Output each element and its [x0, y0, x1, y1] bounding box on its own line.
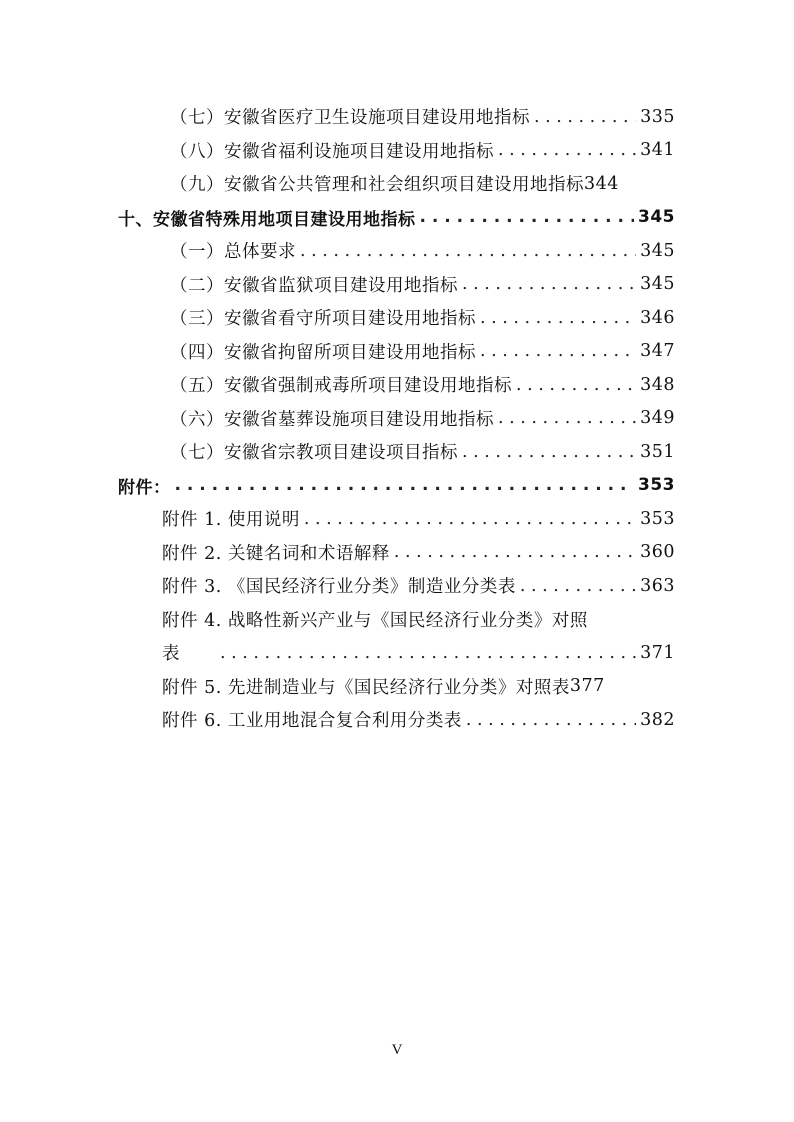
toc-entry-page: 360 — [640, 542, 675, 563]
dot-leader — [304, 509, 636, 529]
toc-entry-page: 345 — [640, 240, 675, 261]
toc-entry-label: 附件： — [118, 477, 171, 498]
toc-entry-label-continued: 表 — [162, 644, 180, 665]
dot-leader — [480, 341, 636, 361]
dot-leader — [516, 375, 636, 395]
toc-entry-page: 345 — [640, 274, 675, 295]
toc-entry-page: 345 — [638, 207, 675, 228]
dot-leader — [498, 140, 636, 160]
dot-leader — [534, 107, 636, 127]
toc-attachment-entry-wrapped[interactable] — [118, 603, 675, 637]
toc-entry-page: 371 — [640, 642, 675, 663]
dot-leader — [394, 542, 636, 562]
toc-entry-label: （七）安徽省宗教项目建设项目指标 — [170, 443, 458, 464]
toc-entry-label: 附件 6. 工业用地混合复合利用分类表 — [162, 711, 462, 732]
toc-entry-page: 349 — [640, 408, 675, 429]
toc-entry[interactable] — [118, 402, 675, 436]
toc-entry-page: 344 — [584, 173, 619, 194]
toc-entry-label: （五）安徽省强制戒毒所项目建设用地指标 — [170, 376, 512, 397]
toc-entry[interactable] — [118, 268, 675, 302]
dot-leader — [462, 274, 636, 294]
toc-entry-label: （四）安徽省拘留所项目建设用地指标 — [170, 342, 476, 363]
dot-leader — [420, 207, 635, 227]
toc-entry-page: 351 — [640, 441, 675, 462]
toc-entry-label: 附件 4. 战略性新兴产业与《国民经济行业分类》对照 — [162, 610, 588, 631]
toc-entry-label: （六）安徽省墓葬设施项目建设用地指标 — [170, 409, 494, 430]
page-number: V — [391, 1042, 403, 1058]
toc-attachment-entry[interactable] — [118, 670, 675, 704]
toc-entry-page: 377 — [569, 676, 605, 697]
dot-leader — [462, 442, 636, 462]
dot-leader — [466, 710, 636, 730]
toc-attachment-entry[interactable] — [118, 703, 675, 737]
toc-entry-page: 363 — [640, 575, 675, 596]
dot-leader — [498, 408, 636, 428]
toc-entry[interactable] — [118, 234, 675, 268]
toc-entry-label: （三）安徽省看守所项目建设用地指标 — [170, 309, 476, 330]
toc-entry-page: 346 — [640, 307, 675, 328]
toc-entry-label: 十、安徽省特殊用地项目建设用地指标 — [118, 209, 416, 230]
toc-entry-label: （一）总体要求 — [170, 242, 296, 263]
toc-entry[interactable] — [118, 100, 675, 134]
toc-entry-label: 附件 2. 关键名词和术语解释 — [162, 543, 390, 564]
toc-entry-page: 353 — [640, 508, 675, 529]
dot-leader — [220, 643, 636, 663]
dot-leader — [520, 576, 636, 596]
toc-entry-label: 附件 3. 《国民经济行业分类》制造业分类表 — [162, 577, 516, 598]
dot-leader — [300, 241, 636, 261]
toc-entry-page: 353 — [638, 475, 675, 496]
toc-entry[interactable] — [118, 335, 675, 369]
toc-entry-page: 347 — [640, 341, 675, 362]
toc-entry-page: 341 — [640, 140, 675, 161]
toc-entry-page: 348 — [640, 374, 675, 395]
toc-entry[interactable] — [118, 435, 675, 469]
toc-entry-label: （九）安徽省公共管理和社会组织项目建设用地指标 — [170, 175, 584, 196]
toc-entry[interactable] — [118, 167, 675, 201]
toc-entry-label: （八）安徽省福利设施项目建设用地指标 — [170, 141, 494, 162]
toc-attachment-entry-continuation[interactable] — [118, 636, 675, 670]
toc-entry[interactable] — [118, 368, 675, 402]
toc-attachment-entry[interactable] — [118, 502, 675, 536]
table-of-contents — [118, 100, 675, 737]
toc-entry[interactable] — [118, 301, 675, 335]
toc-entry-label: （七）安徽省医疗卫生设施项目建设用地指标 — [170, 108, 530, 129]
toc-entry[interactable] — [118, 134, 675, 168]
toc-attachment-entry[interactable] — [118, 536, 675, 570]
toc-attachments-heading[interactable] — [118, 469, 675, 503]
toc-attachment-entry[interactable] — [118, 569, 675, 603]
toc-section-heading[interactable] — [118, 201, 675, 235]
toc-entry-label: 附件 1. 使用说明 — [162, 510, 300, 531]
toc-entry-label: （二）安徽省监狱项目建设用地指标 — [170, 275, 458, 296]
toc-entry-page: 382 — [640, 709, 675, 730]
toc-entry-page: 335 — [640, 106, 675, 127]
dot-leader — [480, 308, 636, 328]
dot-leader — [175, 475, 635, 495]
toc-entry-label: 附件 5. 先进制造业与《国民经济行业分类》对照表 — [162, 677, 570, 698]
